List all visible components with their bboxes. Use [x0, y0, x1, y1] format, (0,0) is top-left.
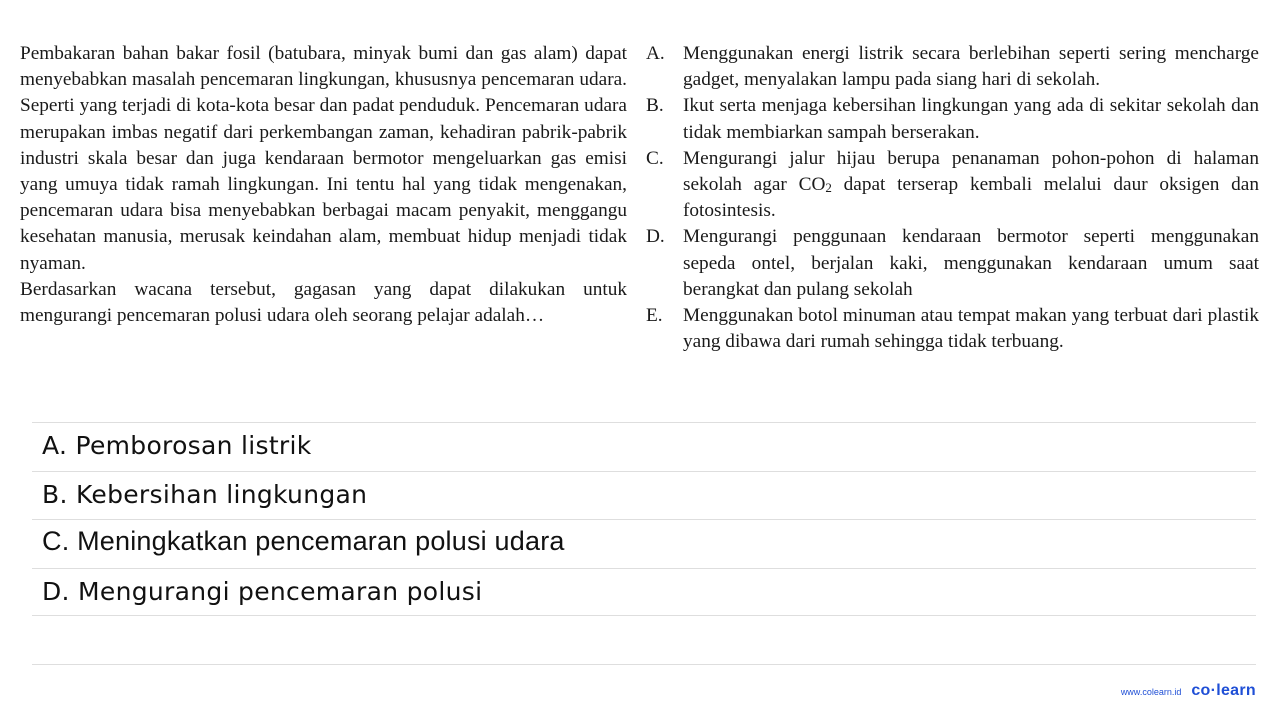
- option-a: [646, 41, 1259, 93]
- question-passage: Pembakaran bahan bakar fosil (batubara, minyak bumi dan gas alam) dapat menyebabkan masalah pencemaran lingkungan, khususnya pencemaran udara. Seperti yang terjadi di kota-kota besar dan padat penduduk. Pencemaran udara merupakan imbas negatif dari perkembangan zaman, kehadiran pabrik-pabrik industri skala besar dan juga kendaraan bermotor mengeluarkan gas emisi yang umuya tidak ramah lingkungan. Ini tentu hal yang tidak mengenakan, pencemaran udara bisa menyebabkan berbagai macam penyakit, menggangu kesehatan manusia, merusak keindahan alam, membuat hidup menjadi tidak nyaman.: [20, 43, 627, 274]
- brand-footer: [1121, 682, 1256, 700]
- answer-note-c: C. Meningkatkan pencemaran polusi udara: [42, 526, 565, 556]
- brand-site: www.colearn.id: [1120, 687, 1182, 697]
- option-text: Menggunakan botol minuman atau tempat makan yang terbuat dari plastik yang dibawa dari rumah sehingga tidak terbuang.: [683, 305, 1259, 353]
- answer-note-b: B. Kebersihan lingkungan: [42, 479, 368, 509]
- answer-row: [32, 519, 1256, 568]
- option-text: Ikut serta menjaga kebersihan lingkungan yang ada di sekitar sekolah dan tidak membiarkan sampah berserakan.: [683, 95, 1259, 143]
- option-text: Mengurangi penggunaan kendaraan bermotor seperti menggunakan sepeda ontel, berjalan kaki, menggunakan kendaraan umum saat berangkat dan pulang sekolah: [683, 226, 1259, 300]
- answer-row: [32, 422, 1256, 471]
- answer-notes: [32, 422, 1256, 616]
- chemical-subscript: 2: [825, 180, 832, 196]
- answer-row: [32, 471, 1256, 520]
- divider: [32, 664, 1256, 665]
- brand-logo: co·learn: [1191, 682, 1256, 699]
- option-text-part: dapat terserap kembali melalui daur oksigen dan fotosintesis.: [683, 174, 1259, 222]
- option-letter: C.: [646, 147, 664, 169]
- question-column: [20, 41, 627, 329]
- option-letter: D.: [646, 226, 665, 248]
- answer-note-a: A. Pemborosan listrik: [42, 431, 312, 460]
- option-b: [646, 93, 1259, 145]
- option-c: [646, 146, 1259, 225]
- option-e: [646, 303, 1259, 355]
- answer-note-d: D. Mengurangi pencemaran polusi: [42, 576, 483, 606]
- option-letter: B.: [646, 95, 664, 117]
- option-letter: A.: [646, 43, 665, 64]
- option-d: [646, 224, 1259, 303]
- question-prompt: Berdasarkan wacana tersebut, gagasan yang dapat dilakukan untuk mengurangi pencemaran polusi udara oleh seorang pelajar adalah…: [20, 278, 627, 327]
- option-text-part: Mengurangi jalur hijau berupa penanaman pohon-pohon di halaman sekolah agar CO: [683, 147, 1259, 196]
- option-text: [683, 146, 1259, 225]
- option-text: Menggunakan energi listrik secara berlebihan seperti sering mencharge gadget, menyalakan lampu pada siang hari di sekolah.: [683, 43, 1259, 91]
- answer-row: [32, 568, 1256, 617]
- option-letter: E.: [646, 305, 663, 327]
- options-column: [646, 41, 1259, 355]
